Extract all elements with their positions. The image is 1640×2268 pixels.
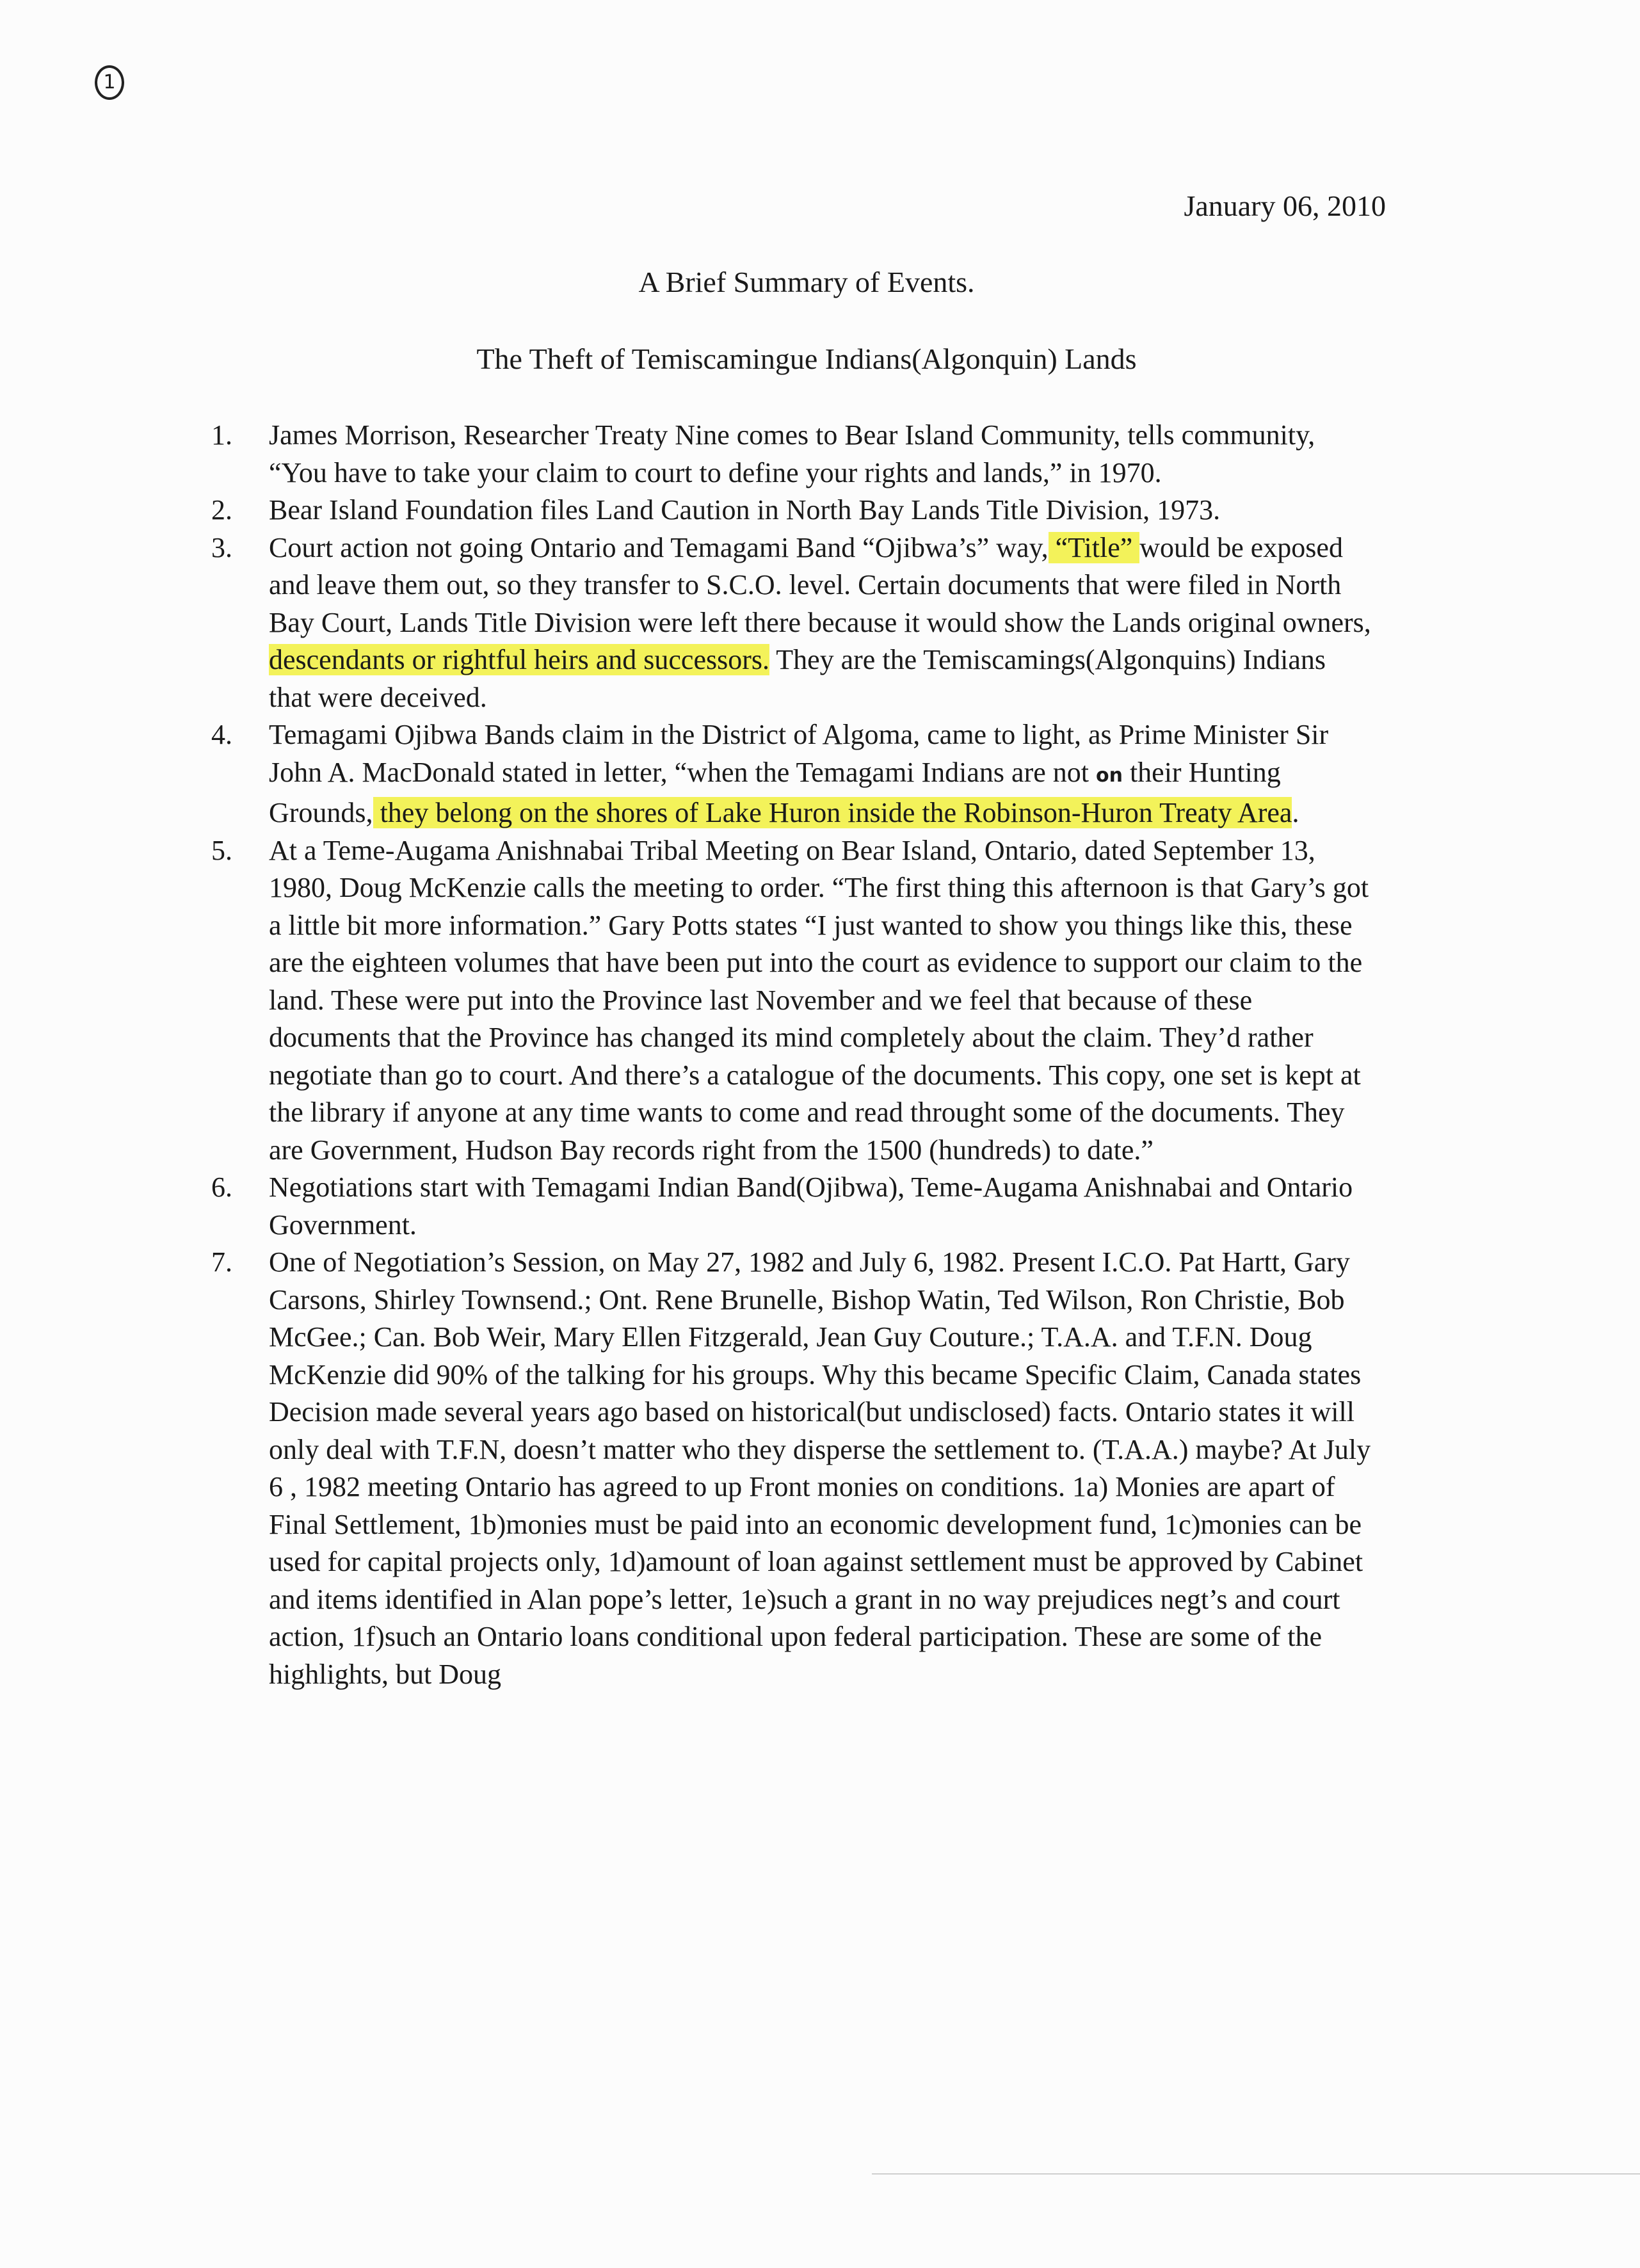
item-number: 1.: [211, 419, 232, 451]
document-title: A Brief Summary of Events.: [638, 266, 975, 298]
list-item: [211, 529, 1373, 717]
highlighted-text: descendants or rightful heirs and successors.: [269, 644, 770, 675]
item-text: James Morrison, Researcher Treaty Nine comes to Bear Island Community, tells community, “You have to take your claim to court to define your rights and lands,” in 1970.: [269, 419, 1315, 488]
list-item: [211, 492, 1373, 529]
item-text: Bear Island Foundation files Land Caution in North Bay Lands Title Division, 1973.: [269, 494, 1221, 526]
item-text: At a Teme-Augama Anishnabai Tribal Meeting on Bear Island, Ontario, dated September 13, 1980, Doug McKenzie calls the meeting to order. “The first thing this afternoon is that Gary’s got a little bit more information.” Gary Potts states “I just wanted to show you things like this, these are the eighteen volumes that have been put into the court as evidence to support our claim to the land. These were put into the Province last November and we feel that because of these documents that the Province has changed its mind completely about the claim. They’d rather negotiate than go to court. And there’s a catalogue of the documents. This copy, one set is kept at the library if anyone at any time wants to come and read throught some of the documents. They are Government, Hudson Bay records right from the 1500 (hundreds) to date.”: [269, 834, 1369, 1166]
item-number: 5.: [211, 834, 232, 866]
item-text: Temagami Ojibwa Bands claim in the District of Algoma, came to light, as Prime Minister Sir John A. MacDonald stated in letter, “when the Temagami Indians are not: [269, 719, 1329, 788]
item-number: 6.: [211, 1171, 232, 1203]
list-item: [211, 417, 1373, 492]
item-text: Court action not going Ontario and Temagami Band “Ojibwa’s” way,: [269, 531, 1049, 563]
document-subtitle: The Theft of Temiscamingue Indians(Algonquin) Lands: [476, 342, 1137, 375]
event-list: [211, 417, 1373, 1693]
item-number: 2.: [211, 494, 232, 526]
item-number: 7.: [211, 1246, 232, 1278]
list-item: [211, 832, 1373, 1170]
item-text: .: [1292, 797, 1299, 828]
highlighted-text: “Title”: [1048, 531, 1140, 563]
handwritten-annotation: on: [1095, 764, 1123, 787]
item-number: 3.: [211, 531, 232, 563]
item-text: They are the Temiscamings(Algonquins) Indians that were deceived.: [269, 644, 1326, 713]
page-number-mark: 1: [95, 65, 124, 100]
item-text: their Hunting Grounds,: [269, 756, 1281, 828]
highlighted-text: they belong on the shores of Lake Huron inside the Robinson-Huron Treaty Area: [373, 797, 1292, 828]
item-text: One of Negotiation’s Session, on May 27, 1982 and July 6, 1982. Present I.C.O. Pat Hartt, Gary Carsons, Shirley Townsend.; Ont. Rene Brunelle, Bishop Watin, Ted Wilson, Ron Christie, Bob McGee.; Can. Bob Weir, Mary Ellen Fitzgerald, Jean Guy Couture.; T.A.A. and T.F.N. Doug McKenzie did 90% of the talking for his groups. Why this became Specific Claim, Canada states Decision made several years ago based on historical(but undisclosed) facts. Ontario states it will only deal with T.F.N, doesn’t matter who they disperse the settlement to. (T.A.A.) maybe? At July 6 , 1982 meeting Ontario has agreed to up Front monies on conditions. 1a) Monies are apart of Final Settlement, 1b)monies must be paid into an economic development fund, 1c)monies can be used for capital projects only, 1d)amount of loan against settlement must be approved by Cabinet and items identified in Alan pope’s letter, 1e)such a grant in no way prejudices negt’s and court action, 1f)such an Ontario loans conditional upon federal participation. These are some of the highlights, but Doug: [269, 1246, 1371, 1690]
document-date: January 06, 2010: [1184, 189, 1386, 222]
item-text: Negotiations start with Temagami Indian Band(Ojibwa), Teme-Augama Anishnabai and Ontario Government.: [269, 1171, 1353, 1241]
item-text: would be exposed and leave them out, so they transfer to S.C.O. level. Certain documents that were filed in North Bay Court, Lands Title Division were left there because it would show the Lands original owners,: [269, 531, 1371, 638]
scan-edge-line: [872, 2173, 1640, 2175]
item-number: 4.: [211, 719, 232, 750]
list-item: [211, 1244, 1373, 1693]
list-item: [211, 716, 1373, 832]
list-item: [211, 1169, 1373, 1244]
